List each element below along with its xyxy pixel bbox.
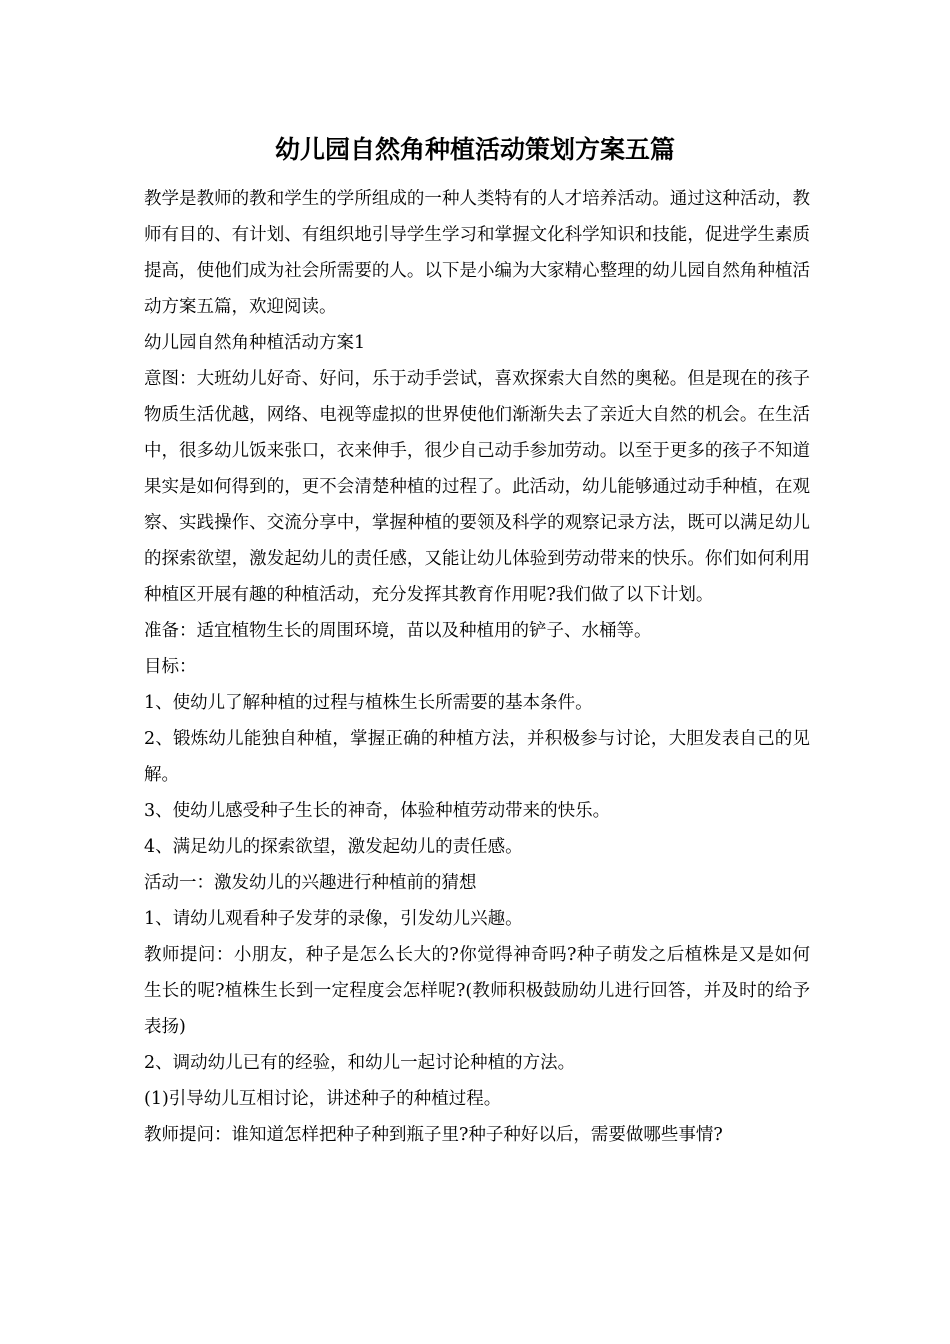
goal-item-1: 1、使幼儿了解种植的过程与植株生长所需要的基本条件。 <box>144 693 593 713</box>
intent-paragraph: 意图：大班幼儿好奇、好问，乐于动手尝试，喜欢探索大自然的奥秘。但是现在的孩子物质生活优越，网络、电视等虚拟的世界使他们渐渐失去了亲近大自然的机会。在生活中，很多幼儿饭来张口，衣来伸手，很少自己动手参加劳动。以至于更多的孩子不知道果实是如何得到的，更不会清楚种植的过程了。此活动，幼儿能够通过动手种植，在观察、实践操作、交流分享中，掌握种植的要领及科学的观察记录方法，既可以满足幼儿的探索欲望，激发起幼儿的责任感，又能让幼儿体验到劳动带来的快乐。你们如何利用种植区开展有趣的种植活动，充分发挥其教育作用呢?我们做了以下计划。 <box>144 369 810 605</box>
document-body <box>144 181 810 1153</box>
preparation-paragraph: 准备：适宜植物生长的周围环境，苗以及种植用的铲子、水桶等。 <box>144 621 652 641</box>
goal-item-4: 4、满足幼儿的探索欲望，激发起幼儿的责任感。 <box>144 837 523 857</box>
goal-item-3: 3、使幼儿感受种子生长的神奇，体验种植劳动带来的快乐。 <box>144 801 611 821</box>
document-title: 幼儿园自然角种植活动策划方案五篇 <box>274 135 675 164</box>
activity-substep-1: (1)引导幼儿互相讨论，讲述种子的种植过程。 <box>144 1089 502 1109</box>
teacher-question-1: 教师提问：小朋友，种子是怎么长大的?你觉得神奇吗?种子萌发之后植株是又是如何生长的呢?植株生长到一定程度会怎样呢?(教师积极鼓励幼儿进行回答，并及时的给予表扬) <box>144 945 810 1037</box>
section-heading-plan-1: 幼儿园自然角种植活动方案1 <box>144 333 366 353</box>
intro-paragraph: 教学是教师的教和学生的学所组成的一种人类特有的人才培养活动。通过这种活动，教师有目的、有计划、有组织地引导学生学习和掌握文化科学知识和技能，促进学生素质提高，使他们成为社会所需要的人。以下是小编为大家精心整理的幼儿园自然角种植活动方案五篇，欢迎阅读。 <box>144 189 810 317</box>
activity-step-2: 2、调动幼儿已有的经验，和幼儿一起讨论种植的方法。 <box>144 1053 576 1073</box>
activity-1-heading: 活动一：激发幼儿的兴趣进行种植前的猜想 <box>144 873 477 893</box>
goals-heading: 目标： <box>144 657 197 677</box>
activity-step-1: 1、请幼儿观看种子发芽的录像，引发幼儿兴趣。 <box>144 909 523 929</box>
teacher-question-2: 教师提问：谁知道怎样把种子种到瓶子里?种子种好以后，需要做哪些事情? <box>144 1125 723 1145</box>
goal-item-2: 2、锻炼幼儿能独自种植，掌握正确的种植方法，并积极参与讨论，大胆发表自己的见解。 <box>144 729 810 785</box>
